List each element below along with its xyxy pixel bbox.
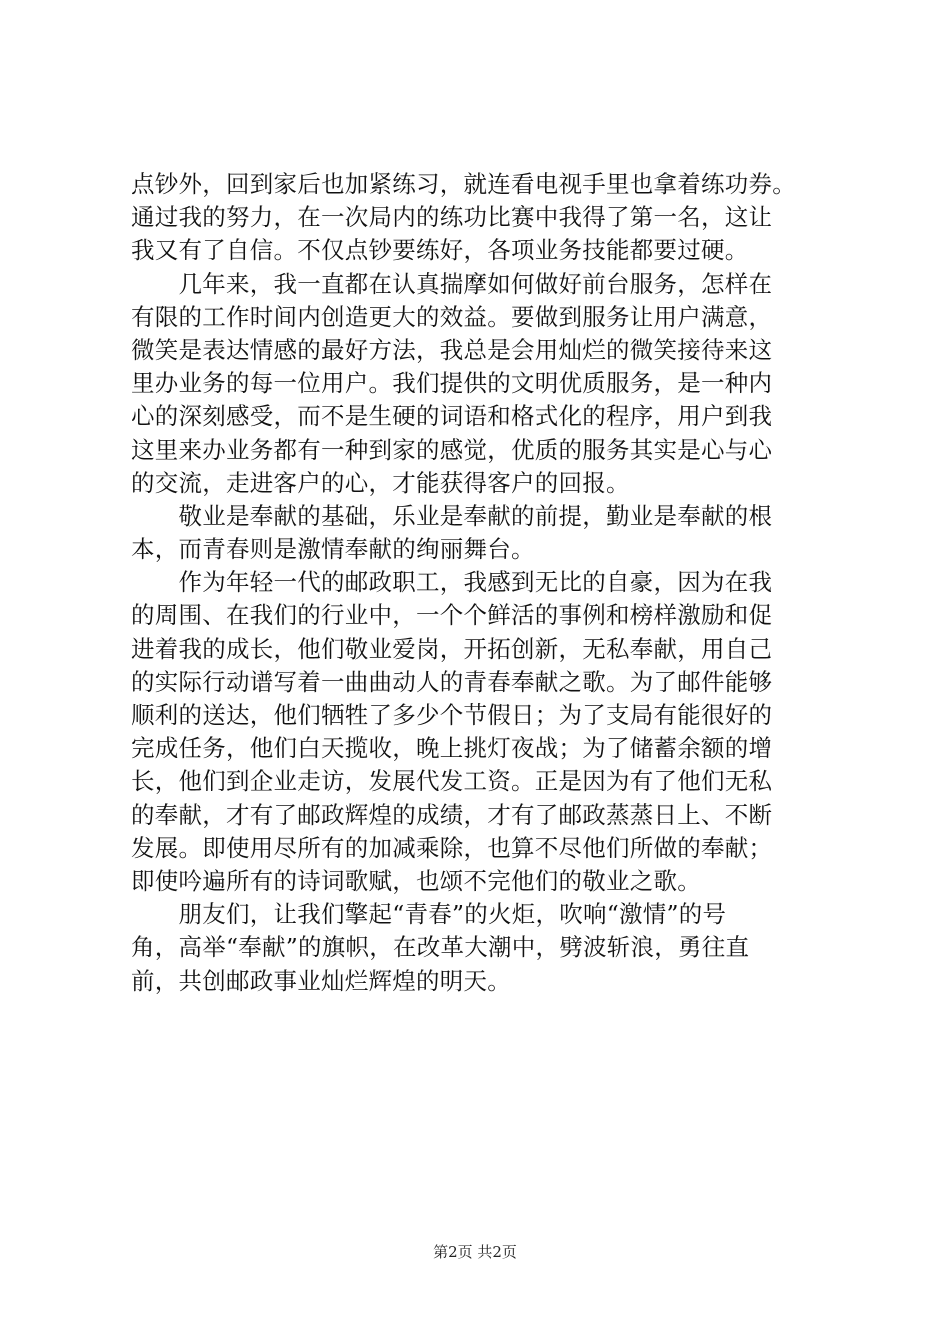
text-line: 几年来，我一直都在认真揣摩如何做好前台服务，怎样在 [131, 269, 773, 298]
text-line: 我又有了自信。不仅点钞要练好，各项业务技能都要过硬。 [131, 236, 749, 265]
text-line: 朋友们，让我们擎起“青春”的火炬，吹响“激情”的号 [131, 900, 727, 929]
text-line: 的周围、在我们的行业中，一个个鲜活的事例和榜样激励和促 [131, 601, 773, 630]
text-line: 点钞外，回到家后也加紧练习，就连看电视手里也拿着练功券。 [131, 170, 796, 198]
text-line: 前，共创邮政事业灿烂辉煌的明天。 [131, 966, 511, 995]
text-line: 本，而青春则是激情奉献的绚丽舞台。 [131, 535, 535, 564]
text-line: 的交流，走进客户的心，才能获得客户的回报。 [131, 468, 630, 497]
text-line: 进着我的成长，他们敬业爱岗，开拓创新，无私奉献，用自己 [131, 634, 773, 663]
text-line: 顺利的送达，他们牺牲了多少个节假日；为了支局有能很好的 [131, 701, 773, 729]
text-line: 有限的工作时间内创造更大的效益。要做到服务让用户满意， [131, 302, 773, 331]
body-text [131, 168, 831, 998]
text-line: 的奉献，才有了邮政辉煌的成绩，才有了邮政蒸蒸日上、不断 [131, 800, 773, 829]
text-line: 完成任务，他们白天揽收，晚上挑灯夜战；为了储蓄余额的增 [131, 734, 773, 763]
text-line: 即使吟遍所有的诗词歌赋，也颂不完他们的敬业之歌。 [131, 866, 701, 895]
text-line: 长，他们到企业走访，发展代发工资。正是因为有了他们无私 [131, 767, 773, 796]
text-line: 里办业务的每一位用户。我们提供的文明优质服务，是一种内 [131, 369, 773, 398]
text-line: 的实际行动谱写着一曲曲动人的青春奉献之歌。为了邮件能够 [131, 667, 773, 696]
text-line: 敬业是奉献的基础，乐业是奉献的前提，勤业是奉献的根 [131, 501, 773, 530]
text-line: 发展。即使用尽所有的加减乘除，也算不尽他们所做的奉献； [131, 833, 773, 862]
page-number-footer: 第2页 共2页 [433, 1243, 517, 1261]
text-line: 心的深刻感受，而不是生硬的词语和格式化的程序，用户到我 [131, 402, 773, 431]
text-line: 通过我的努力，在一次局内的练功比赛中我得了第一名，这让 [131, 203, 773, 232]
text-line: 角，高举“奉献”的旗帜，在改革大潮中，劈波斩浪，勇往直 [131, 933, 750, 962]
text-line: 这里来办业务都有一种到家的感觉，优质的服务其实是心与心 [131, 435, 773, 464]
text-line: 微笑是表达情感的最好方法，我总是会用灿烂的微笑接待来这 [131, 335, 773, 364]
text-line: 作为年轻一代的邮政职工，我感到无比的自豪，因为在我 [131, 568, 773, 597]
